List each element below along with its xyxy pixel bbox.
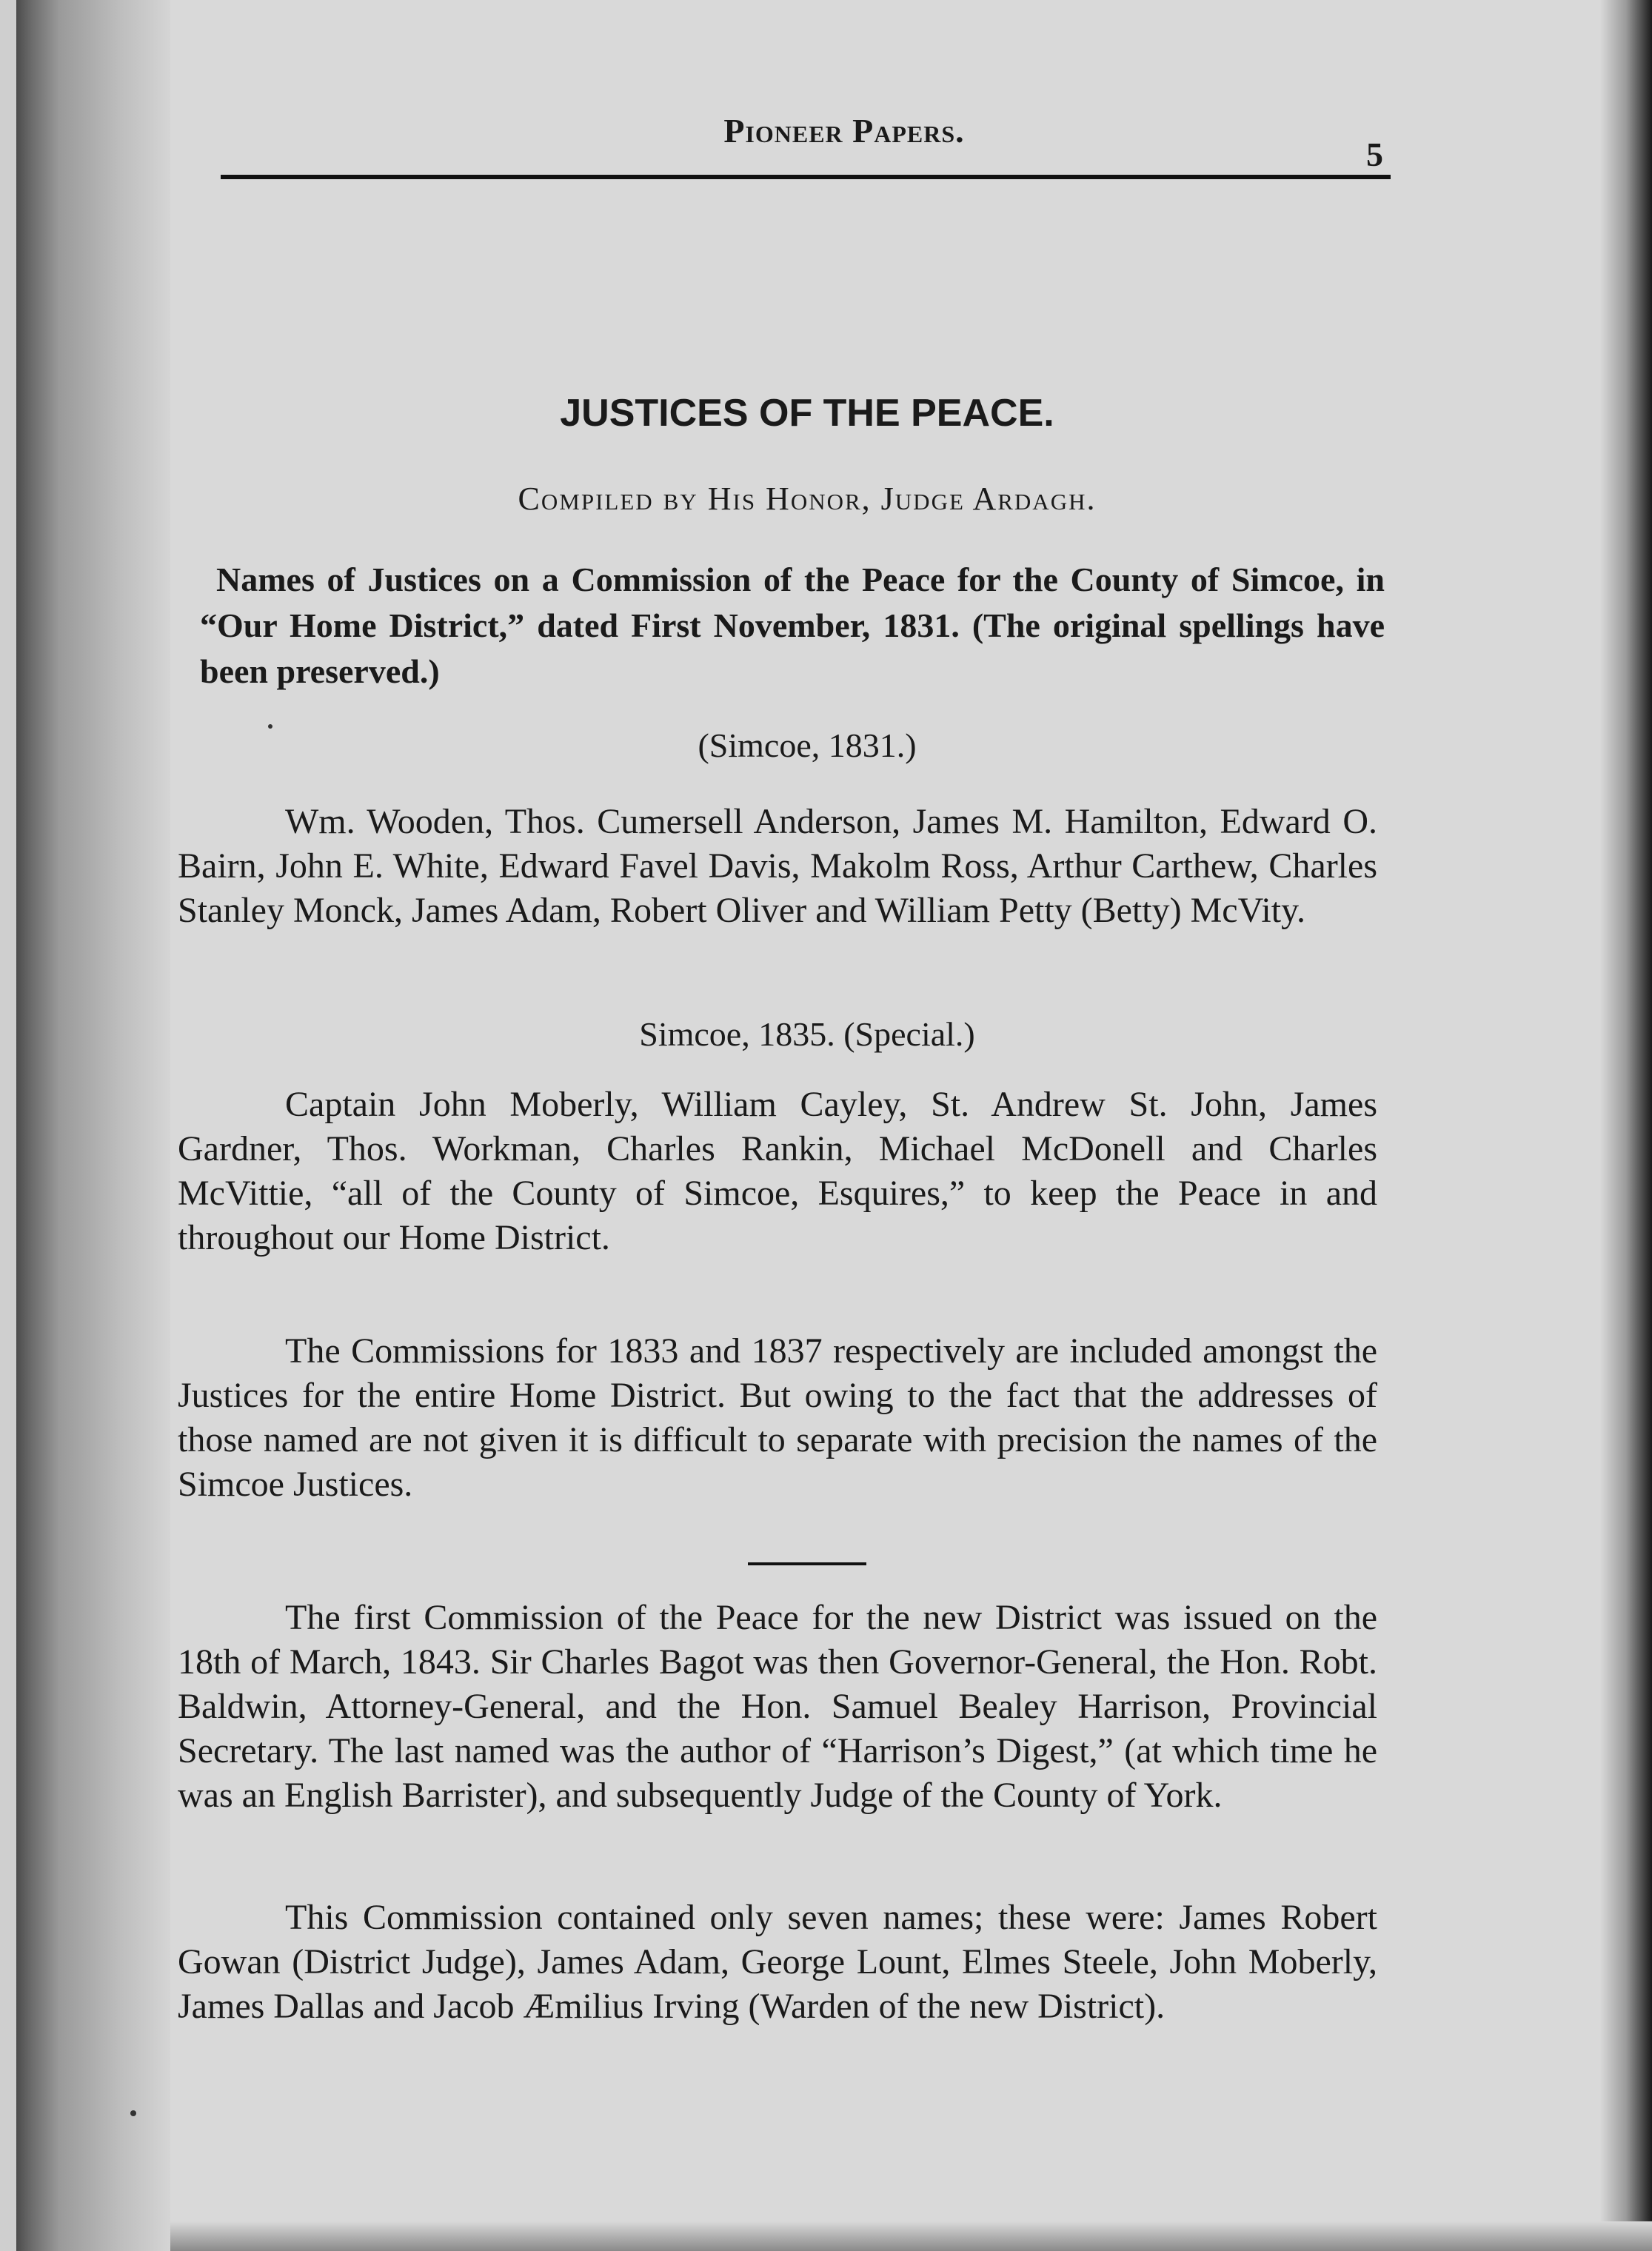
section-heading-1835: Simcoe, 1835. (Special.) — [639, 1015, 975, 1053]
justices-1831-paragraph: Wm. Wooden, Thos. Cumersell Anderson, James M. Hamilton, Edward O. Bairn, John E. White, Edward Favel Davis, Makolm Ross, Arthur Carthew, Charles Stanley Monck, James Adam, Robert Oliver and William Petty (Betty) McVity. — [178, 802, 1377, 930]
print-speck — [130, 2110, 136, 2116]
byline: Compiled by His Honor, Judge Ardagh. — [518, 481, 1097, 517]
section-divider — [748, 1562, 866, 1565]
first-commission-paragraph: The first Commission of the Peace for the new District was issued on the 18th of March, 1843. Sir Charles Bagot was then Governor-General, the Hon. Robt. Baldwin, Attorney-General, and the Hon. Samuel Bealey Harrison, Provincial Secretary. The last named was the author of “Harrison’s Digest,” (at which time he was an English Barrister), and subsequently Judge of the County of York. — [178, 1598, 1377, 1815]
intro-paragraph: Names of Justices on a Commission of the Peace for the County of Simcoe, in “Our Home District,” dated First November, 1831. (The original spellings have been preserved.) — [200, 561, 1385, 690]
page-bottom-edge — [170, 2221, 1652, 2251]
page-right-edge — [1600, 0, 1652, 2251]
page-left-edge — [0, 0, 16, 2251]
running-head: Pioneer Papers. — [723, 112, 965, 150]
page-number: 5 — [1366, 136, 1383, 173]
justices-1835-paragraph: Captain John Moberly, William Cayley, St. Andrew St. John, James Gardner, Thos. Workman, Charles Rankin, Michael McDonell and Charles McVittie, “all of the County of Simcoe, Esquires,” to keep the Peace in and throughout our Home District. — [178, 1085, 1377, 1257]
header-rule — [221, 175, 1391, 179]
print-speck — [268, 724, 272, 729]
commissions-note-paragraph: The Commissions for 1833 and 1837 respectively are included amongst the Justices for the entire Home District. But owing to the fact that the addresses of those named are not given it is difficult to separate with precision the names of the Simcoe Justices. — [178, 1331, 1377, 1504]
section-heading-1831: (Simcoe, 1831.) — [698, 726, 917, 764]
seven-names-paragraph: This Commission contained only seven names; these were: James Robert Gowan (District Judge), James Adam, George Lount, Elmes Steele, John Moberly, James Dallas and Jacob Æmilius Irving (Warden of the new District). — [178, 1898, 1377, 2026]
article-title: JUSTICES OF THE PEACE. — [560, 392, 1054, 435]
book-spine-shadow — [0, 0, 170, 2251]
